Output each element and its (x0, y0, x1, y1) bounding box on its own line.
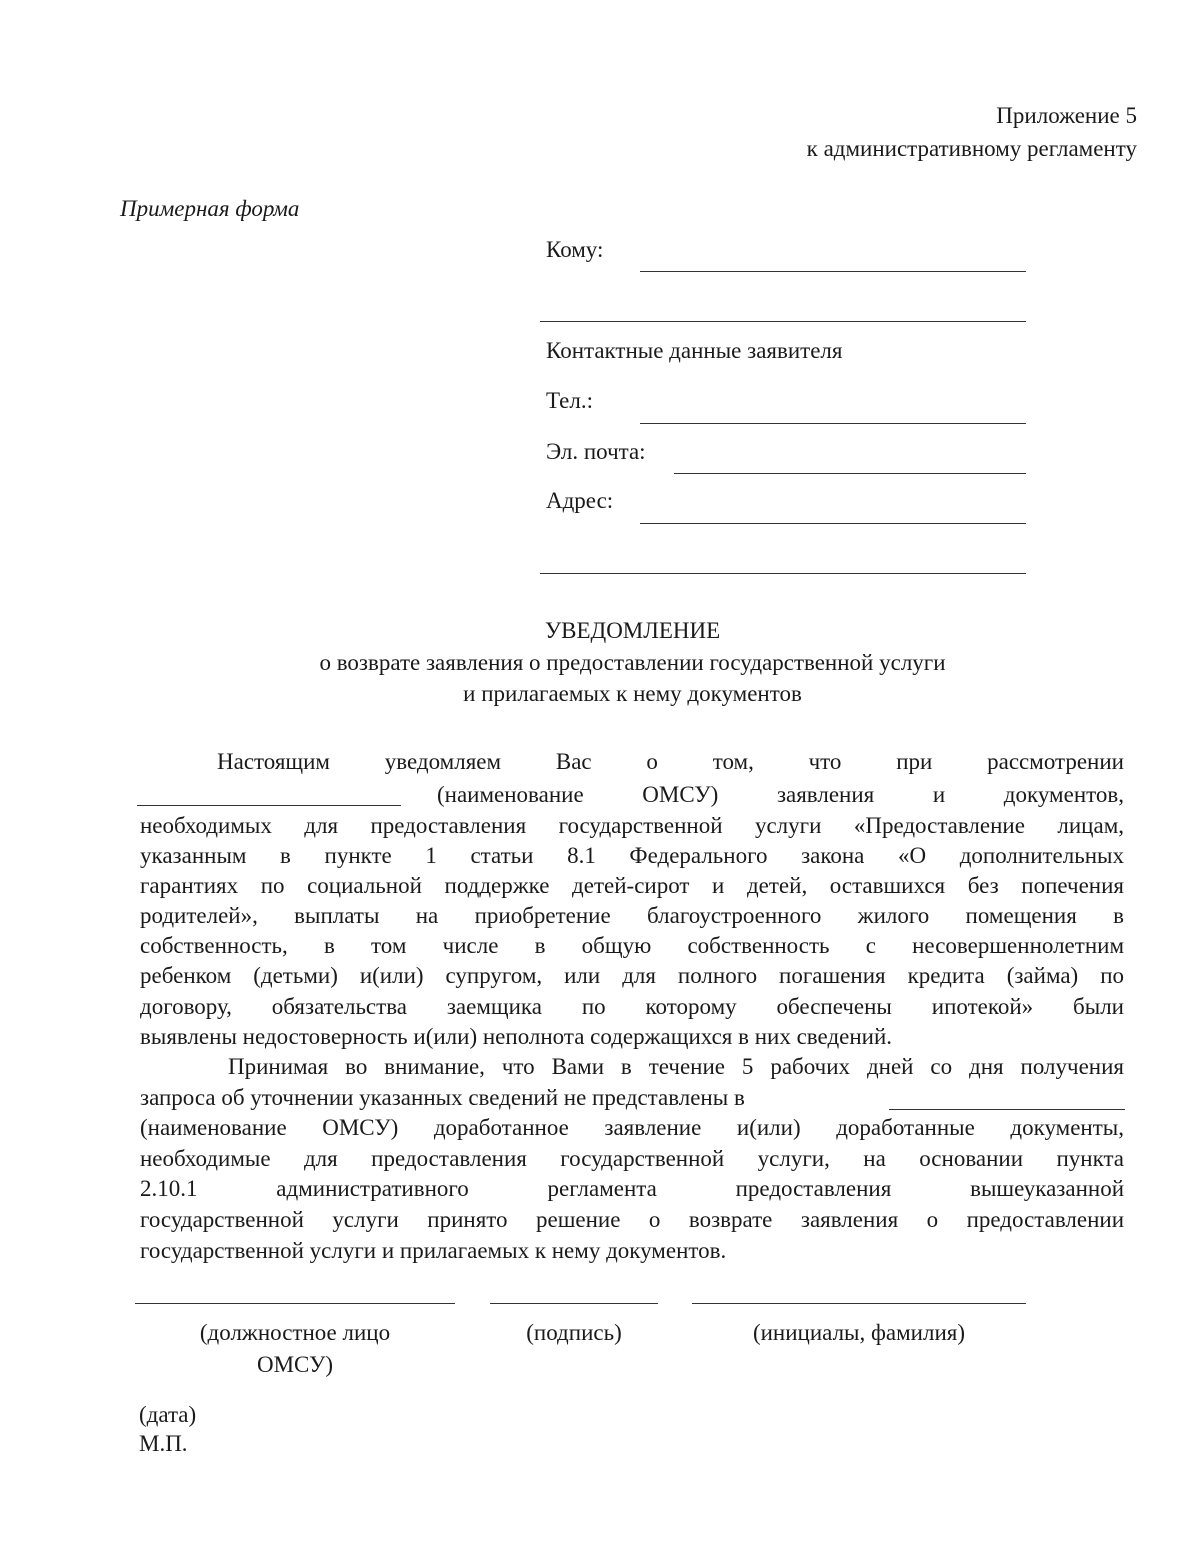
email-label: Эл. почта: (546, 439, 646, 464)
paragraph-2-line-2: запроса об уточнении указанных сведений не представлены в (140, 1085, 745, 1110)
official-signature-line[interactable] (135, 1303, 455, 1304)
sign-signature-line[interactable] (490, 1303, 658, 1304)
official-caption-1: (должностное лицо (199, 1320, 391, 1345)
paragraph-2-line-3: (наименование ОМСУ) доработанное заявление и(или) доработанные документы, (140, 1115, 1124, 1140)
document-subtitle-1: о возврате заявления о предоставлении государственной услуги (319, 650, 946, 675)
paragraph-2-line-4: необходимые для предоставления государственной услуги, на основании пункта (140, 1146, 1124, 1171)
paragraph-2-line-6: государственной услуги принято решение о возврате заявления о предоставлении (140, 1207, 1124, 1232)
paragraph-1-line-6: родителей», выплаты на приобретение благоустроенного жилого помещения в (140, 903, 1124, 928)
phone-field-line[interactable] (640, 423, 1026, 424)
name-caption: (инициалы, фамилия) (752, 1320, 966, 1345)
paragraph-1-line-9: договору, обязательства заемщика по которому обеспечены ипотекой» были (140, 994, 1124, 1019)
paragraph-1-line-2: (наименование ОМСУ) заявления и документов, (437, 782, 1124, 807)
to-label: Кому: (546, 237, 604, 262)
address-field-line-2[interactable] (540, 573, 1026, 574)
stamp-placeholder: М.П. (139, 1431, 188, 1456)
paragraph-1-line-4: указанным в пункте 1 статьи 8.1 Федерального закона «О дополнительных (140, 843, 1124, 868)
to-field-line[interactable] (640, 271, 1026, 272)
phone-label: Тел.: (546, 388, 593, 413)
paragraph-1-line-5: гарантиях по социальной поддержке детей-сирот и детей, оставшихся без попечения (140, 873, 1124, 898)
appendix-reference: к административному регламенту (806, 136, 1137, 161)
document-title: УВЕДОМЛЕНИЕ (544, 618, 721, 643)
omsu-name-field-line-2[interactable] (889, 1109, 1125, 1110)
official-caption-2: ОМСУ) (256, 1352, 334, 1377)
to-field-line-2[interactable] (540, 321, 1026, 322)
paragraph-2-line-7: государственной услуги и прилагаемых к нему документов. (140, 1238, 727, 1263)
paragraph-1-line-1: Настоящим уведомляем Вас о том, что при рассмотрении (217, 749, 1124, 774)
paragraph-2-line-1: Принимая во внимание, что Вами в течение 5 рабочих дней со дня получения (228, 1054, 1124, 1079)
address-field-line[interactable] (640, 523, 1026, 524)
name-signature-line[interactable] (692, 1303, 1026, 1304)
paragraph-1-line-10: выявлены недостоверность и(или) неполнота содержащихся в них сведений. (140, 1024, 893, 1049)
sign-caption: (подпись) (526, 1320, 622, 1345)
paragraph-1-line-8: ребенком (детьми) и(или) супругом, или для полного погашения кредита (займа) по (140, 963, 1124, 988)
paragraph-1-line-7: собственность, в том числе в общую собственность с несовершеннолетним (140, 933, 1124, 958)
paragraph-1-line-3: необходимых для предоставления государственной услуги «Предоставление лицам, (140, 813, 1124, 838)
date-caption: (дата) (139, 1402, 197, 1427)
contact-heading: Контактные данные заявителя (546, 338, 843, 363)
paragraph-2-line-5: 2.10.1 административного регламента предоставления вышеуказанной (140, 1176, 1124, 1201)
form-type-label: Примерная форма (120, 196, 300, 221)
address-label: Адрес: (546, 488, 614, 513)
appendix-number: Приложение 5 (996, 103, 1137, 128)
email-field-line[interactable] (674, 473, 1026, 474)
omsu-name-field-line[interactable] (137, 805, 401, 806)
document-subtitle-2: и прилагаемых к нему документов (463, 681, 802, 706)
